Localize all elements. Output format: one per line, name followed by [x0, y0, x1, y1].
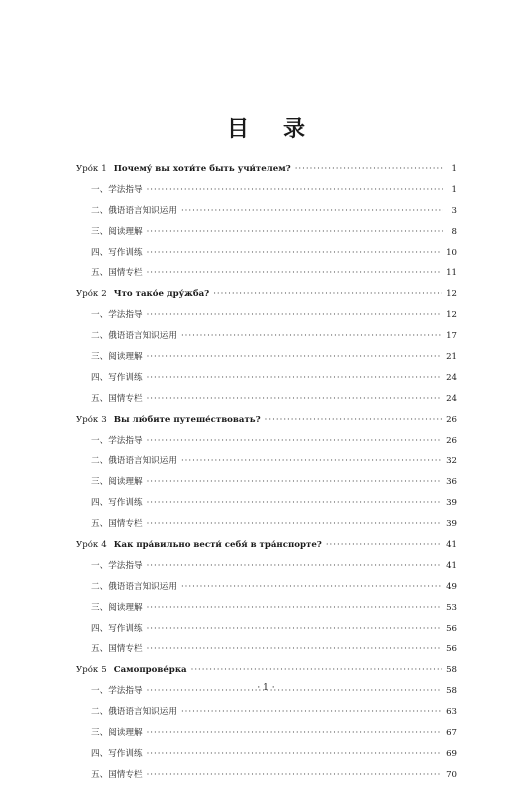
- lesson-title: Самопрове́рка: [113, 665, 187, 676]
- section-label: 二、俄语语言知识运用: [91, 707, 177, 718]
- leader-dots: [326, 535, 442, 556]
- leader-dots: [213, 284, 442, 305]
- section-label: 二、俄语语言知识运用: [91, 456, 177, 467]
- leader-dots: [181, 451, 442, 472]
- title-char-2: 录: [283, 116, 306, 142]
- toc-section-entry[interactable]: [76, 368, 457, 389]
- lesson-number: 1: [101, 164, 107, 174]
- section-label: 一、学法指导: [91, 435, 143, 446]
- page-number-ref: 39: [446, 519, 457, 530]
- page-number-ref: 24: [446, 372, 457, 383]
- toc-section-entry[interactable]: [76, 472, 457, 493]
- toc-section-entry[interactable]: [76, 326, 457, 347]
- page-number-ref: 67: [446, 728, 457, 739]
- leader-dots: [147, 347, 442, 368]
- section-label: 三、阅读理解: [91, 728, 143, 739]
- section-label: 四、写作训练: [91, 247, 143, 258]
- toc-lesson-entry[interactable]: [76, 159, 457, 180]
- leader-dots: [147, 619, 442, 640]
- leader-dots: [147, 263, 442, 284]
- leader-dots: [147, 723, 442, 744]
- page-number-ref: 58: [446, 686, 457, 697]
- section-label: 五、国情专栏: [91, 769, 143, 780]
- toc-section-entry[interactable]: [76, 389, 457, 410]
- lesson-title: Как пра́вильно вести́ себя́ в тра́нспорте?: [113, 540, 322, 551]
- section-label: 一、学法指导: [91, 184, 143, 195]
- toc-lesson-entry[interactable]: [76, 284, 457, 305]
- leader-dots: [147, 598, 442, 619]
- toc-section-entry[interactable]: [76, 514, 457, 535]
- page-number-ref: 36: [446, 477, 457, 488]
- toc-section-entry[interactable]: [76, 639, 457, 660]
- lesson-prefix: Уро́к: [76, 289, 99, 300]
- lesson-number: 3: [101, 414, 107, 425]
- section-label: 一、学法指导: [91, 310, 143, 321]
- section-label: 二、俄语语言知识运用: [91, 331, 177, 342]
- page-number-ref: 1: [451, 184, 457, 195]
- page-number-ref: 11: [446, 268, 457, 279]
- toc-section-entry[interactable]: [76, 765, 457, 786]
- page-number-ref: 10: [446, 247, 457, 258]
- page-number-ref: 26: [446, 435, 457, 446]
- leader-dots: [147, 514, 442, 535]
- section-label: 五、国情专栏: [91, 268, 143, 279]
- leader-dots: [147, 639, 442, 660]
- section-label: 四、写作训练: [91, 372, 143, 383]
- leader-dots: [147, 493, 442, 514]
- leader-dots: [147, 431, 442, 452]
- section-label: 四、写作训练: [91, 498, 143, 509]
- page-number-ref: 58: [446, 665, 457, 676]
- lesson-title: Вы лю́бите путеше́ствовать?: [113, 414, 261, 425]
- section-label: 五、国情专栏: [91, 644, 143, 655]
- leader-dots: [147, 180, 443, 201]
- page-number-ref: 12: [446, 289, 457, 300]
- leader-dots: [191, 660, 442, 681]
- page-number-ref: 24: [446, 393, 457, 404]
- page-number-ref: 17: [446, 331, 457, 342]
- toc-section-entry[interactable]: [76, 180, 457, 201]
- toc-section-entry[interactable]: [76, 451, 457, 472]
- toc-lesson-entry[interactable]: [76, 410, 457, 431]
- page-number-ref: 32: [446, 456, 457, 467]
- lesson-number: 2: [101, 289, 107, 300]
- toc-section-entry[interactable]: [76, 201, 457, 222]
- leader-dots: [295, 159, 443, 180]
- page-number: · 1 ·: [257, 683, 275, 693]
- page-number-ref: 12: [446, 310, 457, 321]
- section-label: 二、俄语语言知识运用: [91, 581, 177, 592]
- section-label: 三、阅读理解: [91, 352, 143, 363]
- leader-dots: [181, 326, 442, 347]
- section-label: 五、国情专栏: [91, 519, 143, 530]
- section-label: 四、写作训练: [91, 623, 143, 634]
- toc-section-entry[interactable]: [76, 243, 457, 264]
- lesson-prefix: Уро́к: [76, 540, 99, 551]
- section-label: 一、学法指导: [91, 560, 143, 571]
- toc-section-entry[interactable]: [76, 263, 457, 284]
- lesson-prefix: Уро́к: [76, 665, 99, 676]
- lesson-prefix: Уро́к: [76, 414, 99, 425]
- section-label: 五、国情专栏: [91, 393, 143, 404]
- toc-section-entry[interactable]: [76, 744, 457, 765]
- title-char-1: 目: [226, 116, 249, 142]
- section-label: 四、写作训练: [91, 748, 143, 759]
- toc-section-entry[interactable]: [76, 556, 457, 577]
- leader-dots: [181, 201, 443, 222]
- toc-section-entry[interactable]: [76, 619, 457, 640]
- lesson-number: 4: [101, 540, 107, 551]
- toc-section-entry[interactable]: [76, 493, 457, 514]
- page-number-ref: 63: [446, 707, 457, 718]
- page-number-ref: 1: [451, 164, 457, 174]
- lesson-title: Почему́ вы хоти́те быть учи́телем?: [113, 164, 291, 174]
- toc-section-entry[interactable]: [76, 723, 457, 744]
- leader-dots: [181, 702, 442, 723]
- page-title: [0, 112, 532, 143]
- leader-dots: [147, 368, 442, 389]
- lesson-title: Что тако́е дру́жба?: [113, 289, 210, 300]
- page-number-ref: 41: [446, 560, 457, 571]
- page-number-ref: 41: [446, 540, 457, 551]
- page-number-ref: 56: [446, 644, 457, 655]
- page-number-ref: 70: [446, 769, 457, 780]
- lesson-number: 5: [101, 665, 107, 676]
- page-number-ref: 49: [446, 581, 457, 592]
- page-number-ref: 21: [446, 352, 457, 363]
- toc-section-entry[interactable]: [76, 598, 457, 619]
- toc-section-entry[interactable]: [76, 577, 457, 598]
- leader-dots: [147, 305, 442, 326]
- page-number-ref: 39: [446, 498, 457, 509]
- lesson-prefix: Уро́к: [76, 164, 99, 174]
- section-label: 三、阅读理解: [91, 477, 143, 488]
- leader-dots: [147, 765, 442, 786]
- toc-section-entry[interactable]: [76, 431, 457, 452]
- section-label: 三、阅读理解: [91, 602, 143, 613]
- section-label: 一、学法指导: [91, 686, 143, 697]
- section-label: 三、阅读理解: [91, 226, 143, 237]
- leader-dots: [147, 472, 442, 493]
- page-number-ref: 3: [451, 205, 457, 216]
- toc-section-entry[interactable]: [76, 222, 457, 243]
- leader-dots: [147, 556, 442, 577]
- page-number-ref: 26: [446, 414, 457, 425]
- toc-section-entry[interactable]: [76, 305, 457, 326]
- page-number-ref: 69: [446, 748, 457, 759]
- leader-dots: [265, 410, 442, 431]
- toc-section-entry[interactable]: [76, 347, 457, 368]
- leader-dots: [147, 744, 442, 765]
- page-number-ref: 56: [446, 623, 457, 634]
- toc-lesson-entry[interactable]: [76, 535, 457, 556]
- leader-dots: [147, 243, 442, 264]
- leader-dots: [147, 222, 443, 243]
- section-label: 二、俄语语言知识运用: [91, 205, 177, 216]
- page-number-ref: 8: [451, 226, 457, 237]
- leader-dots: [181, 577, 442, 598]
- leader-dots: [147, 389, 442, 410]
- toc-lesson-entry[interactable]: [76, 660, 457, 681]
- page-number-ref: 53: [446, 602, 457, 613]
- toc-section-entry[interactable]: [76, 702, 457, 723]
